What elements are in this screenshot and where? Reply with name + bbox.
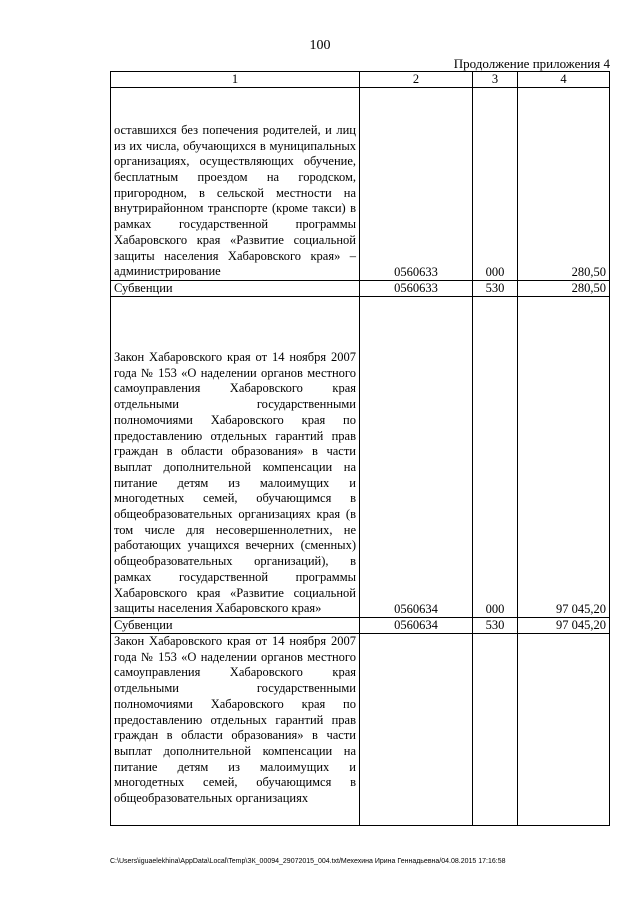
row-expense-type: 000 [473, 88, 518, 281]
row-description: Закон Хабаровского края от 14 ноября 2007 года № 153 «О наделении органов местного самоуправления Хабаровского края отдельными государственными полномочиями Хабаровского края по предоставлению отдельных гарантий прав граждан в области образования» в части выплат дополнительной компенсации на питание детям из малоимущих и многодетных семей, обучающимся в общеобразовательных организациях края (в том числе для несовершеннолетних, не работающих учащихся вечерних (сменных) общеобразовательных организаций), в рамках государственной программы Хабаровского края «Развитие социальной защиты населения Хабаровского края» [111, 297, 360, 618]
row-expense-type [473, 634, 518, 826]
row-amount: 280,50 [518, 281, 610, 297]
row-description: Закон Хабаровского края от 14 ноября 2007 года № 153 «О наделении органов местного самоуправления Хабаровского края отдельными государственными полномочиями Хабаровского края по предоставлению отдельных гарантий прав граждан в области образования» в части выплат дополнительной компенсации на питание детям из малоимущих и многодетных семей, обучающимся в общеобразовательных организациях [111, 634, 360, 826]
table-row [111, 88, 610, 281]
row-target-code: 0560633 [360, 281, 473, 297]
table-row [111, 618, 610, 634]
row-target-code: 0560633 [360, 88, 473, 281]
row-amount: 97 045,20 [518, 618, 610, 634]
appendix-table [110, 71, 610, 826]
row-target-code: 0560634 [360, 297, 473, 618]
row-description: Субвенции [111, 281, 360, 297]
row-target-code: 0560634 [360, 618, 473, 634]
header-cell-2: 2 [360, 72, 473, 88]
file-path-footer: C:\Users\iguaelekhina\AppData\Local\Temp\ЗК_00094_29072015_004.txt/Мехехина Ирина Геннадьевна/04.08.2015 17:16:58 [110, 858, 506, 865]
header-cell-1: 1 [111, 72, 360, 88]
row-description: оставшихся без попечения родителей, и лиц из их числа, обучающихся в муниципальных организациях, осуществляющих обучение, бесплатным проездом на городском, пригородном, в сельской местности на внутрирайонном транспорте (кроме такси) в рамках государственной программы Хабаровского края «Развитие социальной защиты населения Хабаровского края» – администрирование [111, 88, 360, 281]
page-number: 100 [309, 38, 331, 53]
row-expense-type: 530 [473, 281, 518, 297]
row-amount: 280,50 [518, 88, 610, 281]
row-amount: 97 045,20 [518, 297, 610, 618]
row-expense-type: 000 [473, 297, 518, 618]
table-row [111, 634, 610, 826]
row-target-code [360, 634, 473, 826]
header-cell-4: 4 [518, 72, 610, 88]
table-row [111, 297, 610, 618]
table-header-row [111, 72, 610, 88]
continuation-note: Продолжение приложения 4 [453, 56, 610, 71]
table-row [111, 281, 610, 297]
header-cell-3: 3 [473, 72, 518, 88]
row-expense-type: 530 [473, 618, 518, 634]
row-description: Субвенции [111, 618, 360, 634]
row-amount [518, 634, 610, 826]
